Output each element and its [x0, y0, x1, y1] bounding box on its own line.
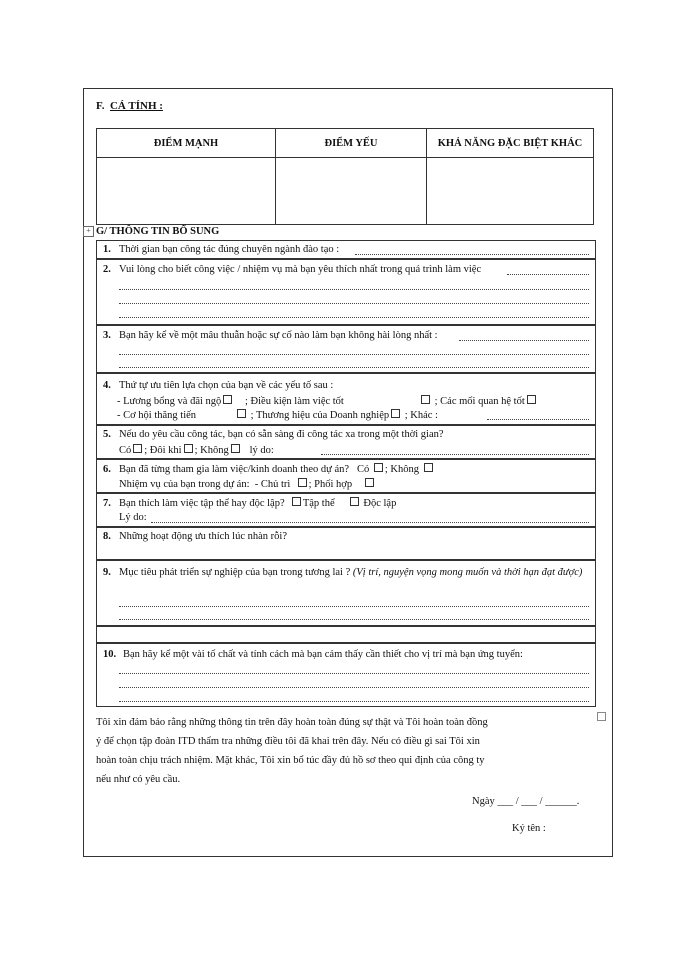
- section-f-letter: F.: [96, 100, 105, 112]
- q10-number: 10.: [103, 649, 117, 660]
- q7-option-solo: Độc lập: [363, 498, 397, 509]
- traits-table: [96, 128, 594, 225]
- q6-lead-checkbox[interactable]: [298, 478, 307, 487]
- col-strengths-header: ĐIỂM MẠNH: [97, 129, 276, 158]
- q5-reason-answer-line[interactable]: [321, 454, 589, 455]
- q4-option-salary: - Lương bổng và đãi ngộ: [117, 396, 222, 407]
- q10-answer-line[interactable]: [119, 701, 589, 702]
- q4-option-relations: ; Các mối quan hệ tốt: [434, 396, 525, 407]
- q4-option-conditions: ; Điều kiện làm việc tốt: [245, 396, 344, 407]
- section-f-title: CÁ TÍNH :: [109, 100, 163, 112]
- question-1: [96, 240, 596, 259]
- date-field[interactable]: Ngày ___ / ___ / ______.: [472, 796, 580, 807]
- q6-text: Bạn đã từng tham gia làm việc/kinh doanh theo dự án?: [119, 464, 350, 475]
- q4-text: Thứ tự ưu tiên lựa chọn của bạn về các yếu tố sau :: [119, 380, 334, 391]
- q6-option-support: ; Phối hợp: [308, 479, 353, 490]
- q9-answer-line[interactable]: [119, 606, 589, 607]
- q4-promotion-checkbox[interactable]: [237, 409, 246, 418]
- q2-answer-line[interactable]: [507, 274, 589, 275]
- resize-handle-icon[interactable]: [597, 712, 606, 721]
- q6-no-checkbox[interactable]: [424, 463, 433, 472]
- section-g-title: G/ THÔNG TIN BỔ SUNG: [96, 226, 220, 237]
- strengths-cell[interactable]: [97, 158, 276, 225]
- q1-text: Thời gian bạn công tác đúng chuyên ngành đào tạo :: [119, 244, 340, 255]
- q2-answer-line[interactable]: [119, 303, 589, 304]
- q1-number: 1.: [103, 244, 111, 255]
- spacer-row: [96, 626, 596, 643]
- declaration-line: hoàn toàn chịu trách nhiệm. Mặt khác, Tôi xin bổ túc đầy đủ hồ sơ theo qui định của công ty: [96, 755, 485, 766]
- q7-solo-checkbox[interactable]: [350, 497, 359, 506]
- q8-text: Những hoạt động ưu thích lúc nhàn rỗi?: [119, 531, 287, 542]
- q10-text: Bạn hãy kể một vài tố chất và tính cách mà bạn cảm thấy cần thiết cho vị trí mà bạn ứng tuyển:: [123, 649, 523, 660]
- q7-reason-answer-line[interactable]: [151, 522, 589, 523]
- q5-option-no: ; Không: [194, 445, 229, 456]
- q6-option-lead: - Chủ trì: [254, 479, 291, 490]
- declaration-line: Tôi xin đảm bảo rằng những thông tin trên đây hoàn toàn đúng sự thật và Tôi hoàn toàn đồng: [96, 717, 488, 728]
- q9-note: (Vị trí, nguyện vọng mong muốn và thời hạn đạt được): [352, 567, 583, 578]
- question-2: [96, 259, 596, 325]
- q4-option-brand: ; Thương hiệu của Doanh nghiệp: [250, 410, 390, 421]
- q7-reason-label: Lý do:: [119, 512, 147, 523]
- declaration-line: nếu như có yêu cầu.: [96, 774, 181, 785]
- question-9: [96, 560, 596, 626]
- q5-number: 5.: [103, 429, 111, 440]
- q8-number: 8.: [103, 531, 111, 542]
- q4-other-answer-line[interactable]: [487, 419, 589, 420]
- q6-number: 6.: [103, 464, 111, 475]
- q2-answer-line[interactable]: [119, 317, 589, 318]
- q3-answer-line[interactable]: [119, 367, 589, 368]
- q5-yes-checkbox[interactable]: [133, 444, 142, 453]
- q2-text: Vui lòng cho biết công việc / nhiệm vụ mà bạn yêu thích nhất trong quá trình làm việc: [119, 264, 482, 275]
- q6-option-yes: Có: [356, 464, 370, 475]
- q4-option-other: ; Khác :: [404, 410, 438, 421]
- q4-number: 4.: [103, 380, 111, 391]
- q7-team-checkbox[interactable]: [292, 497, 301, 506]
- q6-support-checkbox[interactable]: [365, 478, 374, 487]
- q6-option-no: ; Không: [384, 464, 419, 475]
- q2-answer-line[interactable]: [119, 289, 589, 290]
- move-handle-icon[interactable]: +: [83, 226, 94, 237]
- special-abilities-cell[interactable]: [427, 158, 594, 225]
- q3-answer-line[interactable]: [119, 354, 589, 355]
- question-3: [96, 325, 596, 373]
- weaknesses-cell[interactable]: [276, 158, 427, 225]
- q4-brand-checkbox[interactable]: [391, 409, 400, 418]
- q1-answer-line[interactable]: [355, 254, 589, 255]
- q4-salary-checkbox[interactable]: [223, 395, 232, 404]
- declaration-line: ý để chọn tập đoàn ITD thẩm tra những điều tôi đã khai trên đây. Nếu có điều gì sai Tôi xin: [96, 736, 480, 747]
- question-5: [96, 425, 596, 459]
- q3-answer-line[interactable]: [459, 340, 589, 341]
- q7-text: Bạn thích làm việc tập thể hay độc lập?: [119, 498, 285, 509]
- question-4: [96, 373, 596, 425]
- q7-option-team: Tập thể: [302, 498, 335, 509]
- q6-yes-checkbox[interactable]: [374, 463, 383, 472]
- col-weaknesses-header: ĐIỂM YẾU: [276, 129, 427, 158]
- q4-relations-checkbox[interactable]: [527, 395, 536, 404]
- q10-answer-line[interactable]: [119, 687, 589, 688]
- q5-text: Nếu do yêu cầu công tác, bạn có sẵn sàng đi công tác xa trong một thời gian?: [119, 429, 444, 440]
- q9-text: Mục tiêu phát triển sự nghiệp của bạn trong tương lai ?: [119, 567, 351, 578]
- signature-label: Ký tên :: [512, 823, 546, 834]
- q9-number: 9.: [103, 567, 111, 578]
- question-8: [96, 527, 596, 560]
- declaration-paragraph: [96, 713, 556, 789]
- q9-answer-line[interactable]: [119, 619, 589, 620]
- col-special-abilities-header: KHẢ NĂNG ĐẶC BIỆT KHÁC: [427, 129, 594, 158]
- q5-reason-label: lý do:: [249, 445, 274, 456]
- q3-number: 3.: [103, 330, 111, 341]
- q3-text: Bạn hãy kể về một mâu thuẫn hoặc sự cố nào làm bạn không hài lòng nhất :: [119, 330, 438, 341]
- q2-number: 2.: [103, 264, 111, 275]
- q5-no-checkbox[interactable]: [231, 444, 240, 453]
- q5-sometimes-checkbox[interactable]: [184, 444, 193, 453]
- q6-role-label: Nhiệm vụ của bạn trong dự án:: [119, 479, 250, 490]
- question-6: [96, 459, 596, 493]
- q4-conditions-checkbox[interactable]: [421, 395, 430, 404]
- q10-answer-line[interactable]: [119, 673, 589, 674]
- q4-option-promotion: - Cơ hội thăng tiến: [117, 410, 197, 421]
- question-7: [96, 493, 596, 527]
- section-f-heading: [96, 100, 163, 112]
- q7-number: 7.: [103, 498, 111, 509]
- q5-option-sometimes: ; Đôi khi: [144, 445, 182, 456]
- question-10: [96, 643, 596, 707]
- q5-option-yes: Có: [119, 445, 132, 456]
